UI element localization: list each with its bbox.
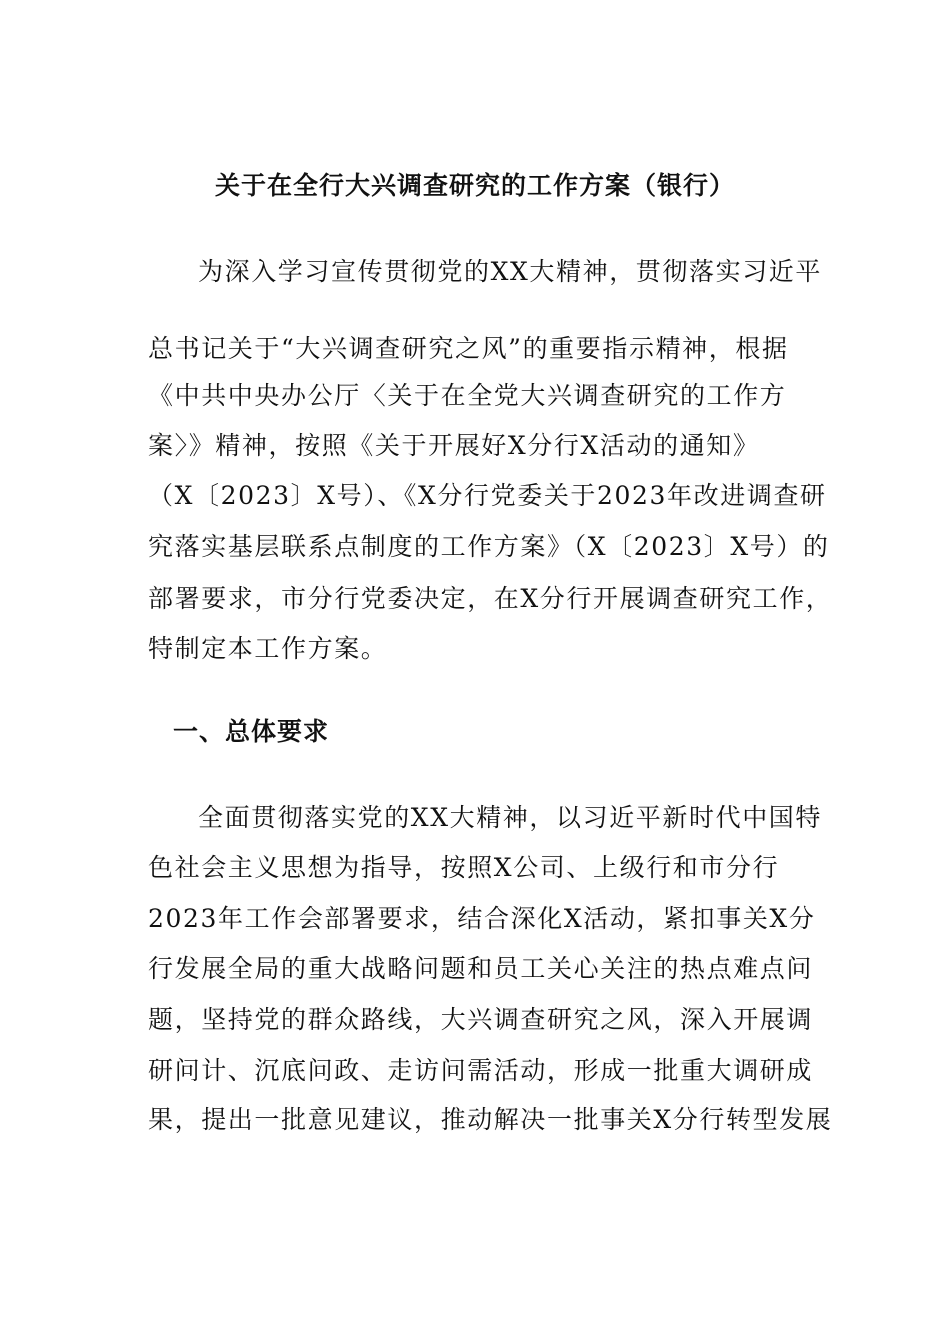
section1-line-6: 研问计、沉底问政、走访问需活动，形成一批重大调研成 xyxy=(148,1056,814,1085)
section1-line-5: 题，坚持党的群众路线，大兴调查研究之风，深入开展调 xyxy=(148,1005,814,1034)
section1-line-3: 2023年工作会部署要求，结合深化X活动，紧扣事关X分 xyxy=(148,904,816,933)
intro-line-2: 总书记关于“大兴调查研究之风”的重要指示精神，根据 xyxy=(148,334,789,363)
section1-line-7: 果，提出一批意见建议，推动解决一批事关X分行转型发展 xyxy=(148,1105,833,1134)
intro-line-6: 究落实基层联系点制度的工作方案》（X〔2023〕X号）的 xyxy=(148,532,830,561)
intro-line-1: 为深入学习宣传贯彻党的XX大精神，贯彻落实习近平 xyxy=(198,257,822,286)
intro-line-7: 部署要求，市分行党委决定，在X分行开展调查研究工作， xyxy=(148,584,833,613)
intro-line-4: 案〉》精神，按照《关于开展好X分行X活动的通知》 xyxy=(148,431,760,460)
section1-line-1: 全面贯彻落实党的XX大精神，以习近平新时代中国特 xyxy=(198,803,822,832)
intro-line-3: 《中共中央办公厅〈关于在全党大兴调查研究的工作方 xyxy=(148,381,787,410)
document-title: 关于在全行大兴调查研究的工作方案（银行） xyxy=(214,171,735,200)
intro-line-5: （X〔2023〕X号）、《X分行党委关于2023年改进调查研 xyxy=(148,481,827,510)
intro-line-8: 特制定本工作方案。 xyxy=(148,634,388,663)
section1-line-2: 色社会主义思想为指导，按照X公司、上级行和市分行 xyxy=(148,853,780,882)
section1-line-4: 行发展全局的重大战略问题和员工关心关注的热点难点问 xyxy=(148,954,814,983)
section-heading-overall-requirements: 一、总体要求 xyxy=(173,717,330,746)
